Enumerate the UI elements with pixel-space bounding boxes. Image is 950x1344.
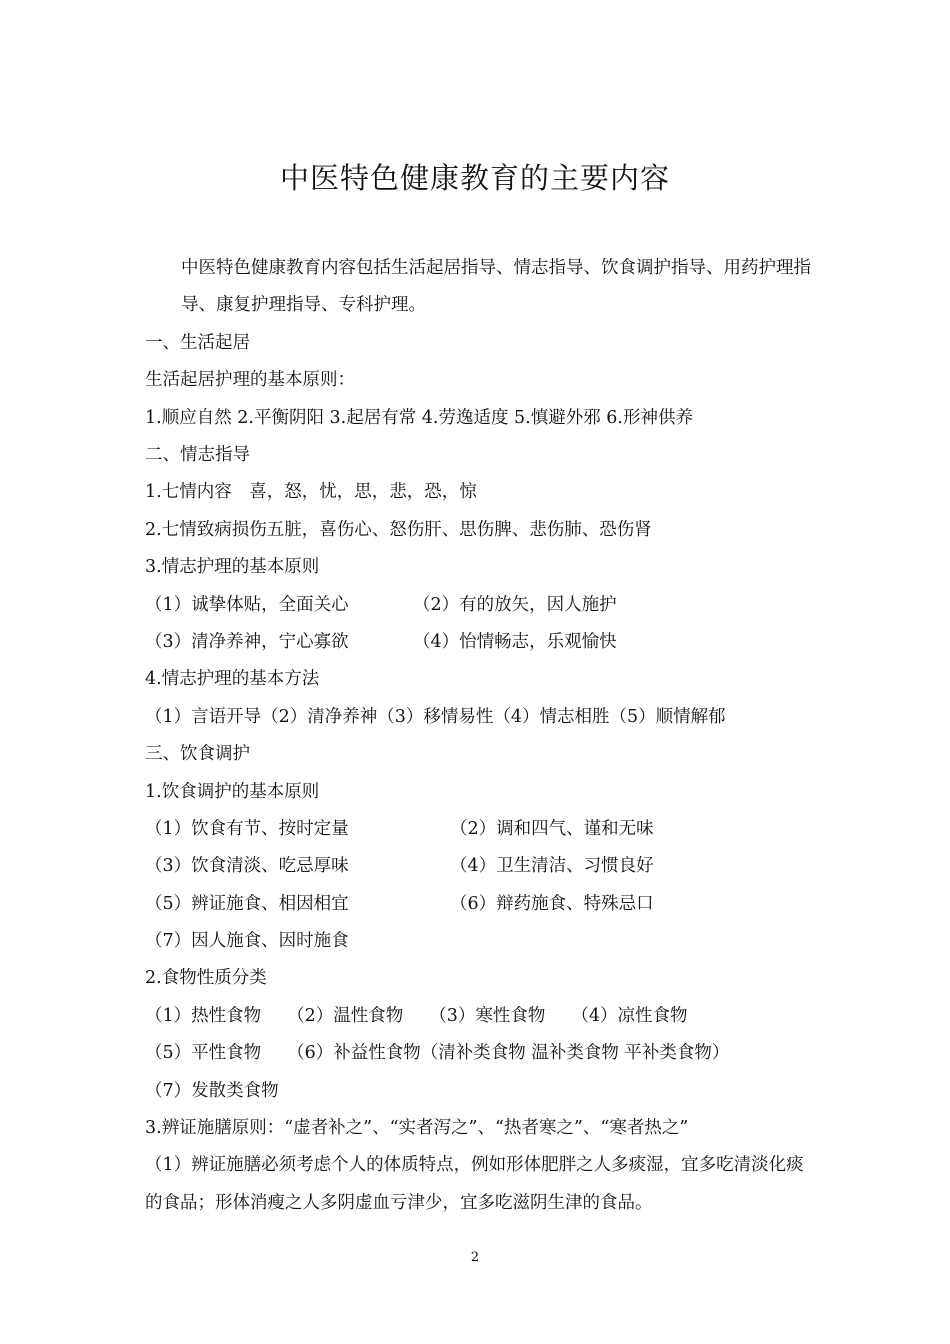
emotion-principle-row [145,624,815,661]
list-item: （3）清净养神，宁心寡欲 [145,631,349,652]
food-types-row [145,998,815,1035]
diet-item-2: 2.食物性质分类 [145,968,267,989]
emotion-principle-row [145,587,815,624]
food-types-row-2 [145,1035,815,1072]
diet-item-1: 1.饮食调护的基本原则 [145,781,320,802]
diet-principle-row [145,811,815,848]
lifestyle-principle-title: 生活起居护理的基本原则： [145,370,355,391]
page-title: 中医特色健康教育的主要内容 [279,161,670,195]
list-item: （2）调和四气、谨和无味 [450,818,654,839]
list-item: （4）卫生清洁、习惯良好 [450,856,654,877]
page-number: 2 [470,1250,480,1265]
section-heading-lifestyle: 一、生活起居 [145,332,250,353]
diet-principle-row [145,886,815,923]
list-item: （4）凉性食物 [571,1005,688,1026]
diet-item-3: 3.辨证施膳原则：“虚者补之”、“实者泻之”、“热者寒之”、“寒者热之” [145,1118,689,1139]
section-heading-emotion: 二、情志指导 [145,444,250,465]
food-type-7: （7）发散类食物 [145,1080,279,1101]
list-item: （6）补益性食物（清补类食物 温补类食物 平补类食物） [287,1043,730,1064]
list-item: （1）诚挚体贴，全面关心 [145,594,349,615]
diet-principle-7: （7）因人施食、因时施食 [145,931,349,952]
document-body [145,250,815,1222]
list-item: （1）热性食物 [145,1005,262,1026]
list-item: （2）有的放矢，因人施护 [413,594,617,615]
list-item: （2）温性食物 [287,1005,404,1026]
list-item: （1）饮食有节、按时定量 [145,818,349,839]
emotion-methods: （1）言语开导（2）清净养神（3）移情易性（4）情志相胜（5）顺情解郁 [145,706,726,727]
list-item: （3）寒性食物 [429,1005,546,1026]
emotion-item-3: 3.情志护理的基本原则 [145,557,320,578]
list-item: （4）怡情畅志，乐观愉快 [413,631,617,652]
list-item: （6）辩药施食、特殊忌口 [450,893,654,914]
lifestyle-principles: 1.顺应自然 2.平衡阴阳 3.起居有常 4.劳逸适度 5.慎避外邪 6.形神供养 [145,407,693,428]
list-item: （5）平性食物 [145,1043,262,1064]
section-heading-diet: 三、饮食调护 [145,744,250,765]
list-item: （5）辨证施食、相因相宜 [145,893,349,914]
intro-paragraph: 中医特色健康教育内容包括生活起居指导、情志指导、饮食调护指导、用药护理指导、康复护理指导、专科护理。 [181,258,811,316]
list-item: （3）饮食清淡、吃忌厚味 [145,856,349,877]
diet-item-3-detail: （1）辨证施膳必须考虑个人的体质特点，例如形体肥胖之人多痰湿，宜多吃清淡化痰的食品；形体消瘦之人多阴虚血亏津少，宜多吃滋阴生津的食品。 [145,1155,804,1213]
emotion-item-2: 2.七情致病损伤五脏，喜伤心、怒伤肝、思伤脾、悲伤肺、恐伤肾 [145,519,652,540]
emotion-item-1: 1.七情内容 喜，怒，忧，思，悲，恐，惊 [145,482,477,503]
emotion-item-4: 4.情志护理的基本方法 [145,669,320,690]
diet-principle-row [145,848,815,885]
